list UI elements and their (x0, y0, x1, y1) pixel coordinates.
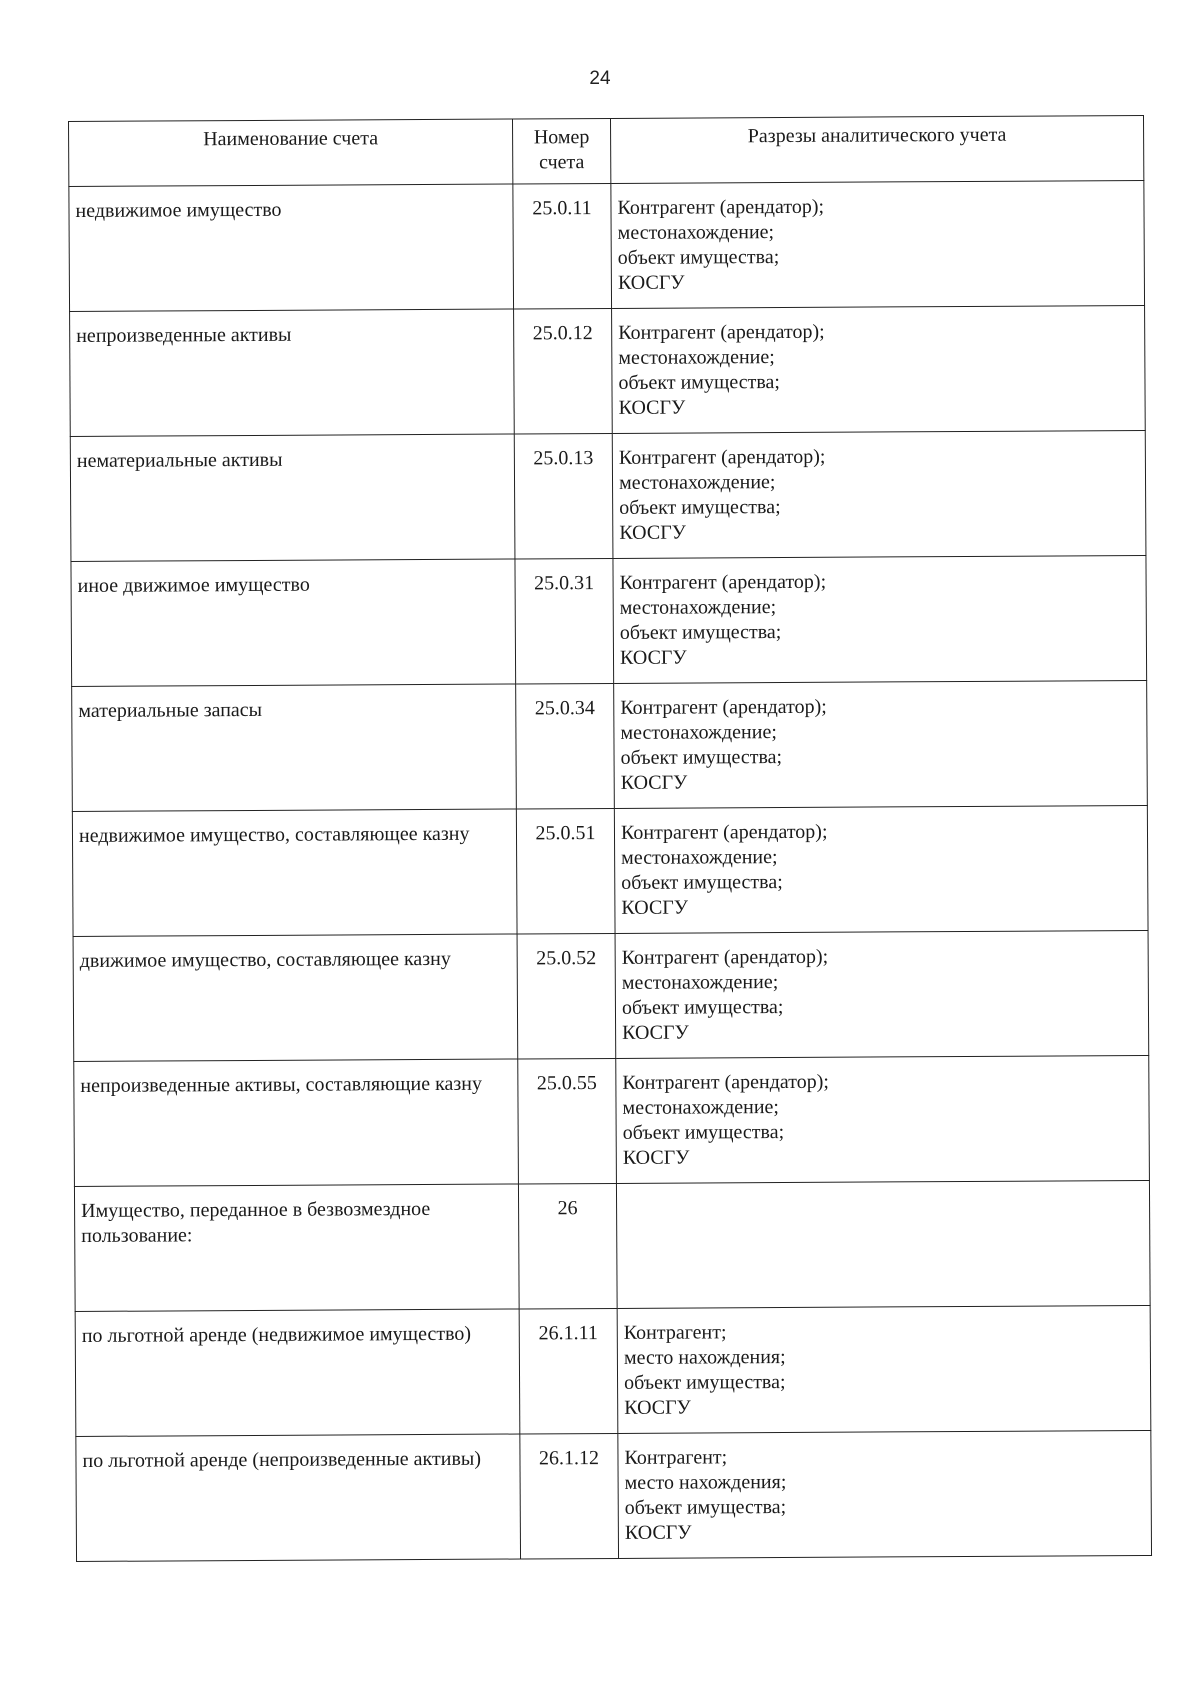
analytic-cut-item: объект имущества; (620, 746, 783, 769)
account-name-cell: движимое имущество, составляющее казну (73, 934, 518, 1061)
account-number-cell: 25.0.11 (513, 183, 612, 309)
analytic-cut-item: Контрагент; (623, 1321, 727, 1344)
analytic-cut-item: Контрагент (арендатор); (620, 820, 828, 844)
analytic-cut-item: Контрагент; (624, 1446, 728, 1469)
analytic-cut-item: Контрагент (арендатор); (618, 445, 826, 469)
table-header-row (69, 115, 1144, 186)
analytic-cut-item: КОСГУ (619, 521, 686, 544)
account-name-cell: Имущество, переданное в безвозмездное пользование: (74, 1184, 519, 1311)
accounts-table (68, 115, 1152, 1562)
account-number-cell: 25.0.34 (516, 683, 615, 809)
page-number: 24 (589, 68, 611, 89)
analytic-cut-item: местонахождение; (621, 846, 778, 869)
account-number-cell: 25.0.31 (515, 558, 614, 684)
account-number-cell: 25.0.13 (514, 433, 613, 559)
account-number-cell: 26 (518, 1183, 617, 1309)
table-row (76, 1430, 1152, 1561)
analytic-cut-item: место нахождения; (623, 1346, 786, 1369)
analytic-cut-item: объект имущества; (622, 1121, 785, 1144)
analytic-cut-item: объект имущества; (621, 996, 784, 1019)
account-name-cell: нематериальные активы (70, 434, 515, 561)
analytic-cut-item: КОСГУ (620, 771, 688, 794)
analytic-cut-item: Контрагент (арендатор); (622, 1070, 829, 1094)
analytic-cut-item: КОСГУ (618, 396, 686, 419)
analytic-cut-item: КОСГУ (624, 1521, 692, 1544)
analytic-cut-item: КОСГУ (622, 1146, 690, 1169)
header-account-name: Наименование счета (69, 119, 513, 186)
analytic-cut-item: местонахождение; (619, 596, 777, 619)
table-row (70, 430, 1146, 561)
analytic-cuts-cell (615, 930, 1149, 1058)
analytic-cut-item: местонахождение; (618, 471, 776, 494)
analytic-cut-item: объект имущества; (624, 1496, 787, 1519)
table-row (69, 180, 1145, 311)
analytic-cuts-cell (616, 1055, 1150, 1183)
analytic-cut-item: местонахождение; (621, 971, 779, 994)
account-name-cell: недвижимое имущество, составляющее казну (72, 809, 517, 936)
account-name-cell: по льготной аренде (недвижимое имущество) (75, 1309, 520, 1436)
table-row (70, 305, 1146, 436)
account-number-cell: 25.0.12 (514, 308, 613, 434)
analytic-cuts-cell (613, 555, 1147, 683)
analytic-cut-item: место нахождения; (624, 1471, 787, 1494)
analytic-cut-item: местонахождение; (617, 221, 775, 244)
analytic-cuts-cell (614, 680, 1148, 808)
account-name-cell: непроизведенные активы (70, 309, 515, 436)
analytic-cuts-cell (611, 180, 1145, 308)
analytic-cuts-cell (616, 1180, 1150, 1308)
analytic-cut-item: Контрагент (арендатор); (619, 570, 827, 594)
analytic-cuts-cell (617, 1305, 1151, 1433)
header-account-number: Номер счета (512, 118, 610, 184)
analytic-cut-item: КОСГУ (621, 896, 689, 919)
analytic-cuts-cell (612, 430, 1146, 558)
analytic-cut-item: объект имущества; (619, 496, 781, 519)
analytic-cut-item: КОСГУ (617, 271, 685, 294)
analytic-cut-item: Контрагент (арендатор); (617, 195, 825, 219)
header-analytic-cuts: Разрезы аналитического учета (610, 115, 1143, 183)
analytic-cut-item: КОСГУ (619, 646, 687, 669)
account-name-cell: иное движимое имущество (71, 559, 516, 686)
analytic-cut-item: КОСГУ (624, 1396, 691, 1419)
analytic-cuts-cell (614, 805, 1148, 933)
analytic-cuts-cell (618, 1430, 1152, 1558)
account-name-cell: по льготной аренде (непроизведенные активы) (76, 1434, 521, 1561)
account-number-cell: 25.0.51 (516, 808, 615, 934)
table-row (71, 555, 1147, 686)
analytic-cut-item: местонахождение; (620, 721, 777, 744)
analytic-cuts-cell (612, 305, 1146, 433)
account-number-cell: 26.1.11 (519, 1308, 618, 1434)
analytic-cut-item: объект имущества; (621, 871, 783, 894)
analytic-cut-item: объект имущества; (617, 246, 780, 269)
table-row (72, 805, 1148, 936)
table-row (72, 680, 1148, 811)
account-name-cell: непроизведенные активы, составляющие казну (74, 1059, 519, 1186)
accounts-table-container (68, 115, 1151, 1562)
account-number-cell: 26.1.12 (520, 1433, 619, 1559)
table-row (73, 930, 1149, 1061)
account-name-cell: недвижимое имущество (69, 184, 514, 311)
table-row (74, 1180, 1150, 1311)
analytic-cut-item: объект имущества; (619, 621, 782, 644)
analytic-cut-item: местонахождение; (622, 1096, 780, 1119)
analytic-cut-item: КОСГУ (622, 1021, 689, 1044)
analytic-cut-item: Контрагент (арендатор); (621, 945, 829, 969)
analytic-cut-item: Контрагент (арендатор); (618, 320, 825, 344)
table-row (74, 1055, 1150, 1186)
account-number-cell: 25.0.52 (517, 933, 616, 1059)
analytic-cut-item: объект имущества; (623, 1371, 786, 1394)
analytic-cut-item: Контрагент (арендатор); (620, 695, 827, 719)
account-number-cell: 25.0.55 (518, 1058, 617, 1184)
analytic-cut-item: местонахождение; (618, 346, 775, 369)
account-name-cell: материальные запасы (72, 684, 517, 811)
analytic-cut-item: объект имущества; (618, 371, 780, 394)
table-row (75, 1305, 1151, 1436)
